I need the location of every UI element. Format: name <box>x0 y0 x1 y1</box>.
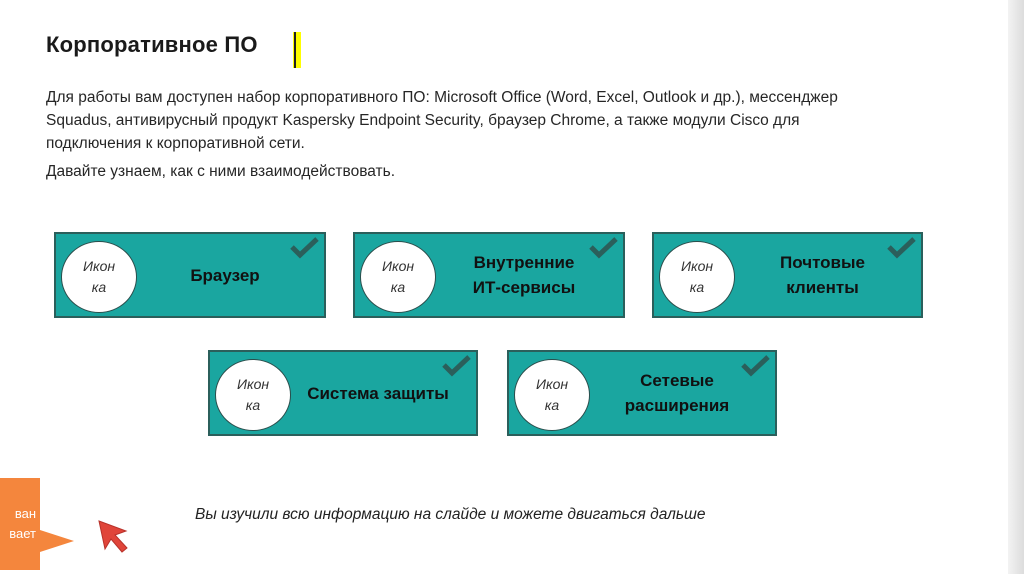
card-label: Система защиты <box>307 383 449 403</box>
check-icon <box>587 236 621 262</box>
card-icon-placeholder: Икон ка <box>61 241 137 313</box>
card-label: Внутренние ИТ-сервисы <box>472 253 576 297</box>
card-label: Сетевые расширения <box>624 371 730 415</box>
slide-edge <box>1008 0 1024 574</box>
check-icon <box>885 236 919 262</box>
check-icon <box>739 354 773 380</box>
page-title: Корпоративное ПО <box>46 32 258 57</box>
intro-call-to-action: Давайте узнаем, как с ними взаимодействовать. <box>46 163 396 180</box>
card-internal-it-services[interactable] <box>353 232 625 318</box>
completion-message: Вы изучили всю информацию на слайде и можете двигаться дальше <box>195 506 706 523</box>
side-hint-text: ван вает <box>9 506 36 541</box>
intro-paragraph: Для работы вам доступен набор корпоративного ПО: Microsoft Office (Word, Excel, Outlook и др.), мессенджер Squadus, антивирусный продукт Kaspersky Endpoint Security, браузер Chrome, а также модули Cisco для подключения к корпоративной сети. <box>46 89 838 152</box>
card-icon-placeholder: Икон ка <box>659 241 735 313</box>
card-label: Браузер <box>190 265 260 285</box>
card-security-system[interactable] <box>208 350 478 436</box>
cursor-pointer-icon <box>96 518 130 554</box>
card-icon-placeholder: Икон ка <box>514 359 590 431</box>
card-mail-clients[interactable] <box>652 232 923 318</box>
card-browser[interactable] <box>54 232 326 318</box>
card-label: Почтовые клиенты <box>780 253 865 297</box>
card-network-extensions[interactable] <box>507 350 777 436</box>
card-icon-placeholder: Икон ка <box>360 241 436 313</box>
card-icon-placeholder: Икон ка <box>215 359 291 431</box>
check-icon <box>288 236 322 262</box>
check-icon <box>440 354 474 380</box>
text-cursor-highlight <box>293 32 301 68</box>
side-hint-arrow <box>40 530 74 552</box>
